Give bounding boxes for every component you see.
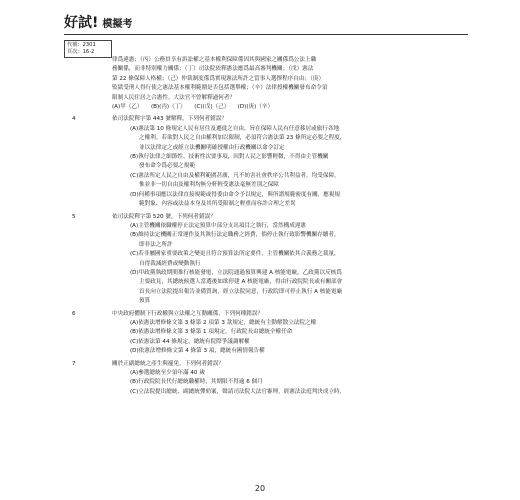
- answer-option: (C)立法院提出總統、副總統彈劾案，聲請司法院大法官審理，經憲法法庭判決成立時，: [130, 388, 346, 395]
- question-stem: [72, 115, 464, 124]
- page-number: 20: [254, 484, 266, 493]
- question-item: [72, 310, 464, 357]
- answer-option: (D)依憲法增修條文第 4 條第 3 項，總統有國情報告權: [130, 348, 265, 355]
- answer-option: (C)憲法所定人民之自由及權利範圍甚廣，凡不妨害社會秩序公共利益者，均受保障。: [130, 172, 340, 179]
- continuation-line: 務關係，而非特別權力關係；（丁）司法院依釋憲法應爲最高審判機關；（戊）憲法: [112, 66, 314, 73]
- question-number: 4: [72, 116, 76, 123]
- question-number: 5: [72, 213, 76, 220]
- question-stem-text: 中央政府體制下行政權與立法權之互動關係，下列何種錯誤？: [112, 310, 264, 317]
- continuation-line: 限制人民住居之合憲性。大法官不曾解釋過何者？: [112, 94, 236, 101]
- answer-option: 發布命令爲必要之規範: [139, 163, 195, 170]
- brand-logo: [64, 12, 132, 32]
- answer-option: 之權利。若欲對人民之自由權利加以限制，必須符合憲法第 23 條所定必要之程度，: [139, 135, 346, 142]
- answer-option: 範對象、內容或法益本身及其所受限制之輕重而容許合理之差異: [139, 201, 296, 208]
- answer-option: 自得裁減經費或變動執行: [139, 260, 201, 267]
- answer-option: 即非法之所許: [139, 241, 173, 248]
- answer-option: 首長向立法院提出報告並備質詢，經立法院同意，行政院即可停止執行 A 核能電廠: [139, 288, 343, 295]
- continuation-block: [72, 56, 464, 112]
- question-list: [72, 112, 464, 397]
- answer-option: (B)執行法律之細節性、技術性次要事項，因對人民之影響輕微，不得由主管機關: [130, 154, 329, 161]
- answer-option: 並以法律定之或經立法機關明確授權由行政機關以命令訂定: [139, 144, 285, 151]
- question-content: [72, 56, 464, 397]
- question-stem: [72, 310, 464, 319]
- continuation-line: 律爲違憲；（丙）公務員享有訴訟權之基本權利保障係因其與國家之關係爲公法上職: [112, 57, 317, 63]
- answer-option: 預算: [139, 298, 151, 305]
- exam-code: 代號：2301: [67, 42, 96, 48]
- answer-option: (D)甲政黨執政期間推行核能發電，立法院通過預算興建 A 核能電廠。乙政黨以反核爲: [130, 269, 342, 276]
- question-item: [72, 360, 464, 398]
- answer-option: (A)依憲法增修條文第 3 條第 2 項第 3 款規定，總統有主動解散立法院之權: [130, 319, 317, 326]
- header-rule: [64, 34, 468, 35]
- question-stem: [72, 213, 464, 222]
- answer-option: (C)依憲法第 44 條規定，總統有院際爭議調解權: [130, 338, 250, 345]
- page-count: 頁次：16-2: [67, 49, 95, 55]
- question-stem-text: 關於正副總統之產生與罷免，下列何者錯誤？: [112, 360, 224, 367]
- answer-option: (C)若非屬國家重要政策之變更且符合預算法所定要件，主管機關依其合義務之裁量，: [130, 251, 340, 258]
- question-item: [72, 213, 464, 307]
- answer-option: (B)依憲法增修條文第 3 條第 1 項規定，行政院長由總統全權任命: [130, 329, 293, 336]
- question-number: 6: [72, 310, 76, 317]
- answer-option: (A)主管機關依職權停止法定預算中部分支出項目之執行，當然構成違憲: [130, 222, 307, 229]
- answer-option: (B)維持法定機關正常運作及其執行法定職務之經費，倘停止執行致影響機關存續者，: [130, 232, 340, 239]
- answer-option: (A)憲法第 10 條規定人民有居住及遷徙之自由，旨在保障人民有任意移居或旅行各地: [130, 125, 340, 132]
- question-stem-text: 依司法院釋字第 520 號，下列何者錯誤？: [112, 213, 216, 220]
- question-stem: [72, 360, 464, 369]
- question-item: [72, 115, 464, 209]
- answer-option: (A)參選總統至少須年滿 40 歲: [130, 370, 205, 376]
- brand-main: 好試!: [64, 15, 99, 31]
- continuation-line: 第 22 條保障人格權；（己）仲裁制度係爲實現憲法所許之當事人選擇程序自由；（庚）: [112, 75, 325, 82]
- question-stem-text: 依司法院釋字第 443 號解釋，下列何者錯誤？: [112, 116, 227, 123]
- answer-option: 主要政見，其總統候選人當選後如欲停建 A 核能電廠，得由行政院院長或有關部會: [139, 279, 343, 286]
- answer-option: (B)行政院院長代行總統職權時，其期限不得逾 6 個月: [130, 379, 263, 386]
- question-number: 7: [72, 360, 76, 367]
- answer-option: 惟並非一切自由及權利均無分軒輊受憲法毫無差別之保障: [139, 182, 279, 189]
- continuation-line: 監獄受刑人得行使之憲法基本權利範圍是否包括選舉權；（辛）法律授權機關發布命令須: [112, 85, 328, 92]
- brand-sub: 模擬考: [102, 19, 133, 30]
- answer-option: (D)何種事項應以法律直接規範或得委由命令予以規定，與所謂規範密度有關，應視規: [130, 191, 341, 198]
- continuation-options: (A)甲（乙） (B)(丙)（丁） (C)(戊)（己） (D)(庚)（辛）: [112, 104, 274, 111]
